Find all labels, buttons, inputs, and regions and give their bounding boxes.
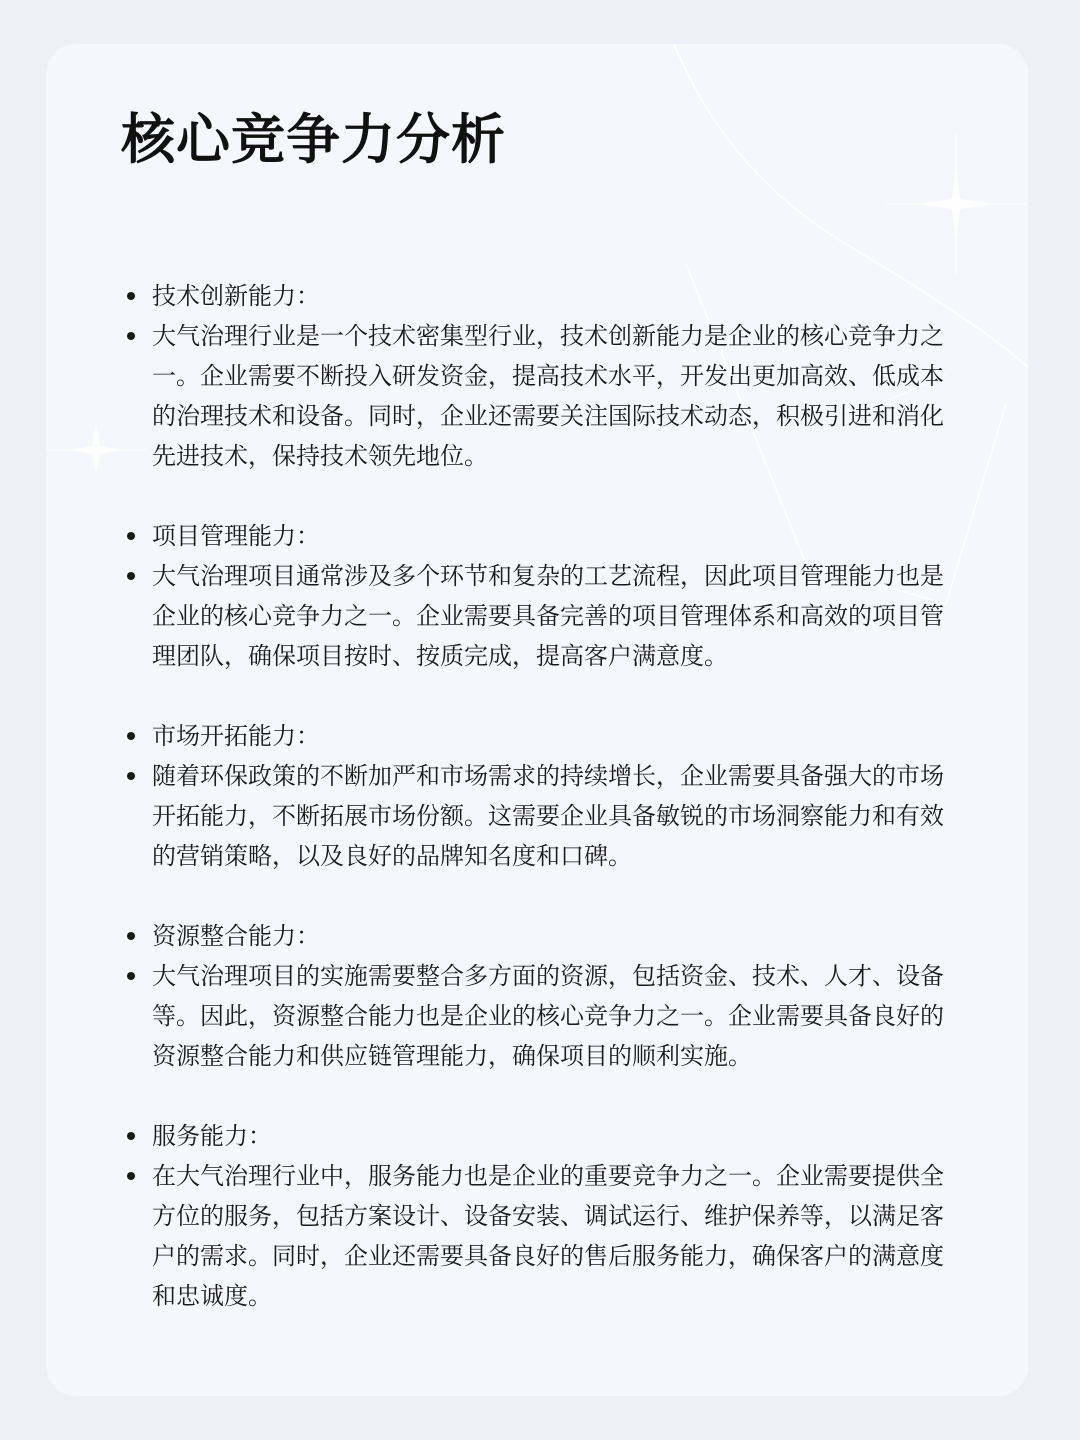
bullet-icon <box>127 732 135 740</box>
section-project-management <box>124 516 964 676</box>
list-item <box>124 916 964 956</box>
analysis-list <box>124 276 964 1356</box>
bullet-icon <box>127 332 135 340</box>
list-item <box>124 756 964 876</box>
page-title: 核心竞争力分析 <box>121 108 506 171</box>
bullet-icon <box>127 572 135 580</box>
section-body: 随着环保政策的不断加严和市场需求的持续增长，企业需要具备强大的市场开拓能力，不断拓展市场份额。这需要企业具备敏锐的市场洞察能力和有效的营销策略，以及良好的品牌知名度和口碑。 <box>152 762 944 870</box>
section-heading: 技术创新能力： <box>152 282 320 310</box>
section-body: 在大气治理行业中，服务能力也是企业的重要竞争力之一。企业需要提供全方位的服务，包括方案设计、设备安装、调试运行、维护保养等，以满足客户的需求。同时，企业还需要具备良好的售后服务能力，确保客户的满意度和忠诚度。 <box>152 1162 944 1310</box>
list-item <box>124 556 964 676</box>
list-item <box>124 1156 964 1316</box>
section-heading: 服务能力： <box>152 1122 272 1150</box>
section-heading: 项目管理能力： <box>152 522 320 550</box>
list-item <box>124 1116 964 1156</box>
section-heading: 资源整合能力： <box>152 922 320 950</box>
section-body: 大气治理行业是一个技术密集型行业，技术创新能力是企业的核心竞争力之一。企业需要不断投入研发资金，提高技术水平，开发出更加高效、低成本的治理技术和设备。同时，企业还需要关注国际技术动态，积极引进和消化先进技术，保持技术领先地位。 <box>152 322 944 470</box>
section-heading: 市场开拓能力： <box>152 722 320 750</box>
list-item <box>124 316 964 476</box>
sparkle-icon <box>886 134 1026 274</box>
list-item <box>124 716 964 756</box>
section-market-expansion <box>124 716 964 876</box>
list-item <box>124 276 964 316</box>
content-card <box>46 44 1028 1396</box>
list-item <box>124 516 964 556</box>
bullet-icon <box>127 292 135 300</box>
section-body: 大气治理项目通常涉及多个环节和复杂的工艺流程，因此项目管理能力也是企业的核心竞争力之一。企业需要具备完善的项目管理体系和高效的项目管理团队，确保项目按时、按质完成，提高客户满意度。 <box>152 562 944 670</box>
bullet-icon <box>127 972 135 980</box>
section-body: 大气治理项目的实施需要整合多方面的资源，包括资金、技术、人才、设备等。因此，资源整合能力也是企业的核心竞争力之一。企业需要具备良好的资源整合能力和供应链管理能力，确保项目的顺利实施。 <box>152 962 944 1070</box>
bullet-icon <box>127 772 135 780</box>
section-tech-innovation <box>124 276 964 476</box>
bullet-icon <box>127 932 135 940</box>
bullet-icon <box>127 1172 135 1180</box>
list-item <box>124 956 964 1076</box>
bullet-icon <box>127 532 135 540</box>
bullet-icon <box>127 1132 135 1140</box>
section-resource-integration <box>124 916 964 1076</box>
section-service <box>124 1116 964 1316</box>
